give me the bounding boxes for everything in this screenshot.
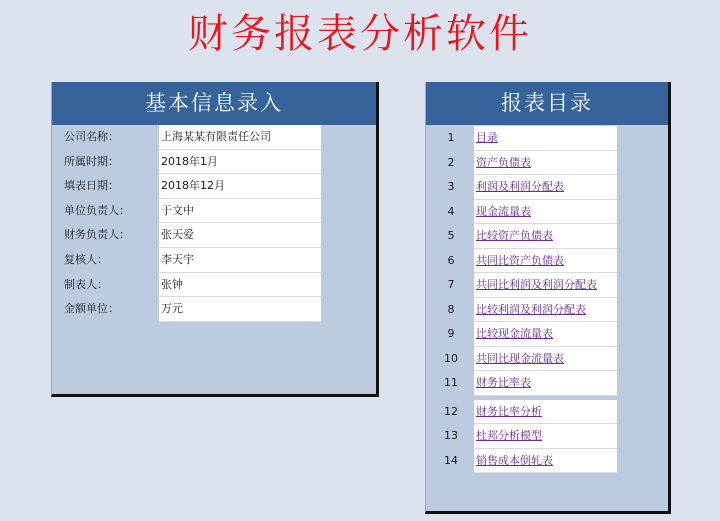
finance-head-row bbox=[52, 223, 376, 248]
report-toc-header: 报表目录 bbox=[426, 82, 668, 125]
toc-link-common-size-balance-sheet[interactable]: 共同比资产负债表 bbox=[476, 253, 564, 267]
toc-item bbox=[426, 273, 668, 298]
toc-link-dupont-model[interactable]: 杜邦分析模型 bbox=[476, 429, 542, 442]
unit-head-label: 单位负责人： bbox=[64, 203, 130, 217]
unit-head-field[interactable]: 于文中 bbox=[159, 199, 321, 224]
toc-link-financial-ratios[interactable]: 财务比率表 bbox=[476, 376, 531, 389]
amount-unit-label: 金额单位： bbox=[64, 302, 119, 316]
toc-link-cell bbox=[474, 449, 617, 474]
app-title: 财务报表分析软件 bbox=[188, 11, 532, 57]
toc-item-number: 12 bbox=[444, 404, 458, 418]
toc-link-comparative-profit[interactable]: 比较利润及利润分配表 bbox=[476, 302, 586, 316]
toc-link-cash-flow[interactable]: 现金流量表 bbox=[476, 204, 531, 218]
preparer-row bbox=[52, 273, 376, 298]
finance-head-field[interactable]: 张天爱 bbox=[159, 223, 321, 248]
company-name-field[interactable]: 上海某某有限责任公司 bbox=[159, 125, 321, 150]
toc-link-cell bbox=[474, 126, 617, 151]
basic-info-header: 基本信息录入 bbox=[52, 82, 376, 125]
company-name-label: 公司名称： bbox=[64, 130, 119, 143]
preparer-label: 制表人： bbox=[64, 277, 108, 291]
toc-link-cell bbox=[474, 298, 617, 323]
toc-item bbox=[426, 298, 668, 323]
toc-item bbox=[426, 322, 668, 347]
toc-item-number: 13 bbox=[444, 429, 458, 442]
toc-link-common-size-cash-flow[interactable]: 共同比现金流量表 bbox=[476, 351, 564, 365]
toc-link-cell bbox=[474, 175, 617, 200]
toc-link-cell bbox=[474, 224, 617, 249]
basic-info-panel bbox=[51, 82, 379, 397]
period-row bbox=[52, 150, 376, 175]
finance-head-label: 财务负责人： bbox=[64, 228, 130, 242]
toc-item-number: 1 bbox=[447, 131, 455, 144]
toc-link-cell bbox=[474, 249, 617, 274]
toc-item bbox=[426, 200, 668, 225]
toc-item bbox=[426, 249, 668, 274]
toc-item bbox=[426, 175, 668, 200]
period-field[interactable]: 2018年1月 bbox=[159, 150, 321, 175]
reviewer-row bbox=[52, 248, 376, 273]
fill-date-field[interactable]: 2018年12月 bbox=[159, 174, 321, 199]
toc-link-cost-of-sales[interactable]: 销售成本倒轧表 bbox=[476, 453, 553, 467]
report-toc-list bbox=[426, 126, 668, 473]
toc-link-cell bbox=[474, 322, 617, 347]
toc-link-cell bbox=[474, 424, 617, 449]
toc-link-balance-sheet[interactable]: 资产负债表 bbox=[476, 155, 531, 169]
toc-item bbox=[426, 449, 668, 474]
period-label: 所属时期： bbox=[64, 154, 119, 168]
toc-link-directory[interactable]: 目录 bbox=[476, 131, 498, 144]
toc-link-cell bbox=[474, 347, 617, 372]
toc-item bbox=[426, 224, 668, 249]
toc-item bbox=[426, 400, 668, 425]
toc-item bbox=[426, 371, 668, 396]
amount-unit-row bbox=[52, 297, 376, 322]
toc-item-number: 10 bbox=[444, 351, 458, 365]
toc-link-cell bbox=[474, 200, 617, 225]
toc-item-number: 11 bbox=[444, 376, 458, 389]
toc-item-number: 3 bbox=[447, 180, 455, 193]
toc-item-number: 7 bbox=[447, 278, 455, 291]
company-name-row bbox=[52, 125, 376, 150]
toc-link-profit-distribution[interactable]: 利润及利润分配表 bbox=[476, 180, 564, 193]
toc-item-number: 2 bbox=[447, 155, 455, 169]
toc-link-comparative-balance-sheet[interactable]: 比较资产负债表 bbox=[476, 229, 553, 242]
toc-link-cell bbox=[474, 400, 617, 425]
report-toc-panel bbox=[425, 82, 671, 514]
toc-link-cell bbox=[474, 371, 617, 396]
toc-item-number: 6 bbox=[447, 253, 455, 267]
preparer-field[interactable]: 张钟 bbox=[159, 273, 321, 298]
reviewer-field[interactable]: 李天宇 bbox=[159, 248, 321, 273]
toc-item bbox=[426, 126, 668, 151]
toc-item bbox=[426, 347, 668, 372]
reviewer-label: 复核人： bbox=[64, 252, 108, 266]
fill-date-label: 填表日期： bbox=[64, 179, 119, 193]
basic-info-form bbox=[52, 125, 376, 322]
amount-unit-field[interactable]: 万元 bbox=[159, 297, 321, 322]
toc-link-comparative-cash-flow[interactable]: 比较现金流量表 bbox=[476, 327, 553, 340]
toc-link-common-size-profit[interactable]: 共同比利润及利润分配表 bbox=[476, 278, 597, 291]
toc-item-number: 8 bbox=[447, 302, 455, 316]
unit-head-row bbox=[52, 199, 376, 224]
toc-item bbox=[426, 151, 668, 176]
toc-item-number: 5 bbox=[447, 229, 455, 242]
toc-item-number: 14 bbox=[444, 453, 458, 467]
toc-link-ratio-analysis[interactable]: 财务比率分析 bbox=[476, 404, 542, 418]
toc-item-number: 9 bbox=[447, 327, 455, 340]
fill-date-row bbox=[52, 174, 376, 199]
toc-item-number: 4 bbox=[447, 204, 455, 218]
toc-link-cell bbox=[474, 151, 617, 176]
toc-link-cell bbox=[474, 273, 617, 298]
toc-item bbox=[426, 424, 668, 449]
